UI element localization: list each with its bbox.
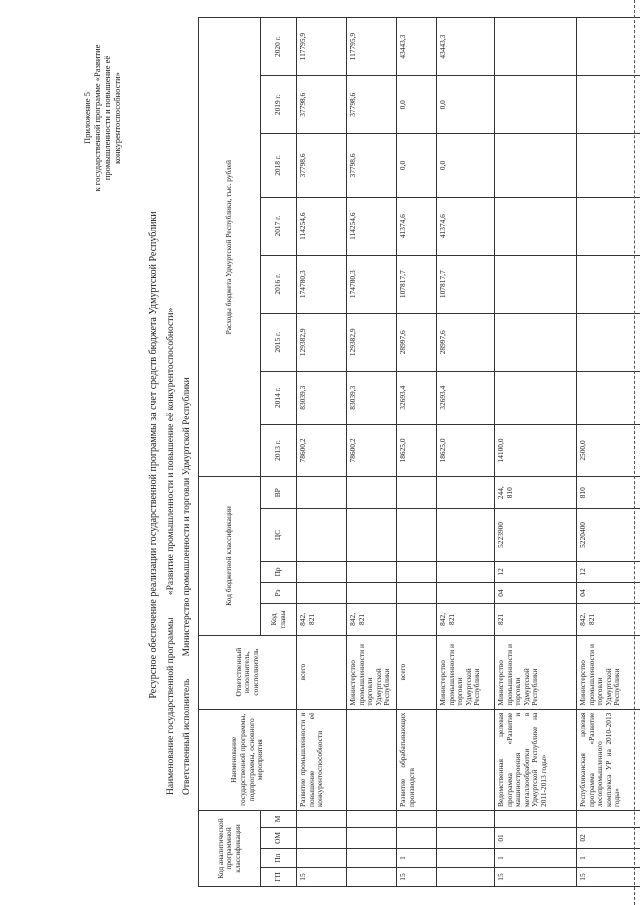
- cell-rz: [297, 582, 347, 603]
- table-row: [397, 18, 437, 887]
- cell-m: [437, 810, 495, 827]
- header-om: ОМ: [261, 827, 297, 848]
- table-row: [297, 18, 347, 887]
- header-year: 2017 г.: [261, 197, 297, 255]
- cell-glava: 821: [495, 604, 577, 636]
- cell-rz: 04: [577, 582, 640, 603]
- cell-cs: [437, 509, 495, 562]
- header-year: 2013 г.: [261, 424, 297, 477]
- cell-cs: [297, 509, 347, 562]
- cell-value: 32693,4: [397, 371, 437, 424]
- header-name: Наименование государственной программы, подпрограммы, основного мероприятия: [199, 709, 297, 810]
- cell-value: [577, 18, 640, 76]
- cell-pp: [347, 849, 397, 868]
- executor-label: Ответственный исполнитель: [182, 678, 192, 795]
- cell-value: 28997,6: [397, 313, 437, 371]
- cell-rz: [397, 582, 437, 603]
- cell-value: 37798,6: [347, 134, 397, 197]
- cell-value: 18625,0: [397, 424, 437, 477]
- cell-value: 43443,3: [397, 18, 437, 76]
- cell-glava: 842, 821: [437, 604, 495, 636]
- cell-rz: 04: [495, 582, 577, 603]
- cell-value: 107817,7: [437, 255, 495, 313]
- table-row: [347, 18, 397, 887]
- cell-resp: Министерство промышленности и торговли Удмуртской Республики: [495, 635, 577, 709]
- header-year: 2019 г.: [261, 76, 297, 134]
- cell-resp: всего: [297, 635, 347, 709]
- cell-m: [495, 810, 577, 827]
- cell-vr: [397, 477, 437, 509]
- cell-value: 83039,3: [347, 371, 397, 424]
- cell-name: Развитие обрабатывающих производств: [397, 709, 437, 810]
- cell-om: 01: [495, 827, 577, 848]
- table-row: [577, 18, 640, 887]
- header-vr: ВР: [261, 477, 297, 509]
- cell-gp: [437, 868, 495, 887]
- cell-value: [495, 255, 577, 313]
- cell-pp: [437, 849, 495, 868]
- header-year: 2014 г.: [261, 371, 297, 424]
- cell-pr: [397, 561, 437, 582]
- cell-value: 117795,9: [297, 18, 347, 76]
- cell-om: [397, 827, 437, 848]
- table-row: [495, 18, 577, 887]
- cell-glava: [397, 604, 437, 636]
- header-budget-group: Код бюджетной классификации: [199, 477, 261, 635]
- cell-value: 129382,9: [347, 313, 397, 371]
- cell-value: 114254,6: [347, 197, 397, 255]
- header-pr: Пр: [261, 561, 297, 582]
- cell-gp: [347, 868, 397, 887]
- executor-line: [182, 377, 192, 795]
- header-year: 2016 г.: [261, 255, 297, 313]
- cell-value: 37798,6: [347, 76, 397, 134]
- cell-gp: 15: [577, 868, 640, 887]
- cell-value: 78600,2: [347, 424, 397, 477]
- cell-value: 18625,0: [437, 424, 495, 477]
- cell-m: [297, 810, 347, 827]
- cell-value: [495, 371, 577, 424]
- cell-value: 174780,3: [297, 255, 347, 313]
- cell-value: 78600,2: [297, 424, 347, 477]
- header-cs: ЦС: [261, 509, 297, 562]
- cell-value: [577, 134, 640, 197]
- cell-value: [577, 76, 640, 134]
- page-edge-line: [634, 0, 635, 905]
- cell-value: 41374,6: [437, 197, 495, 255]
- cell-name: Ведомственная целевая программа «Развитие машиностроения и металлообработки в Удмуртской Республике на 2011-2013 годы»: [495, 709, 577, 810]
- cell-value: 83039,3: [297, 371, 347, 424]
- cell-name: [437, 709, 495, 810]
- cell-m: [347, 810, 397, 827]
- executor-name: Министерство промышленности и торговли Удмуртской Республики: [182, 377, 192, 657]
- header-m: М: [261, 810, 297, 827]
- header-year: 2018 г.: [261, 134, 297, 197]
- cell-value: 117795,9: [347, 18, 397, 76]
- appendix-line: промышленности и повышение её: [102, 55, 112, 181]
- cell-om: [297, 827, 347, 848]
- appendix-note: [82, 43, 122, 193]
- cell-value: [495, 18, 577, 76]
- cell-gp: 15: [495, 868, 577, 887]
- cell-value: [495, 76, 577, 134]
- cell-pr: [347, 561, 397, 582]
- cell-pr: [437, 561, 495, 582]
- cell-value: 114254,6: [297, 197, 347, 255]
- cell-cs: 5220400: [577, 509, 640, 562]
- cell-pp: 1: [495, 849, 577, 868]
- appendix-line: к государственной программе «Развитие: [92, 44, 102, 192]
- cell-om: 02: [577, 827, 640, 848]
- cell-value: 28997,6: [437, 313, 495, 371]
- cell-vr: [297, 477, 347, 509]
- cell-value: [577, 197, 640, 255]
- cell-value: 174780,3: [347, 255, 397, 313]
- header-year: 2020 г.: [261, 18, 297, 76]
- cell-glava: 842, 821: [577, 604, 640, 636]
- cell-vr: 810: [577, 477, 640, 509]
- cell-rz: [347, 582, 397, 603]
- cell-value: [495, 197, 577, 255]
- cell-value: [577, 313, 640, 371]
- cell-glava: 842, 821: [297, 604, 347, 636]
- cell-value: 0,0: [437, 76, 495, 134]
- cell-value: 107817,7: [397, 255, 437, 313]
- cell-pp: 1: [577, 849, 640, 868]
- program-label: Наименование государственной программы: [166, 617, 176, 795]
- header-gp: ГП: [261, 868, 297, 887]
- cell-value: 37798,6: [297, 134, 347, 197]
- cell-value: 2500,0: [577, 424, 640, 477]
- cell-value: 43443,3: [437, 18, 495, 76]
- cell-gp: 15: [297, 868, 347, 887]
- appendix-line: Приложение 5: [82, 92, 92, 144]
- cell-resp: Министерство промышленности и торговли Удмуртской Республики: [437, 635, 495, 709]
- cell-resp: всего: [397, 635, 437, 709]
- cell-value: [577, 371, 640, 424]
- cell-om: [347, 827, 397, 848]
- cell-value: [495, 134, 577, 197]
- header-responsible: Ответственный исполнитель, соисполнитель: [199, 635, 297, 709]
- resource-table: [198, 17, 640, 887]
- cell-pr: 12: [495, 561, 577, 582]
- cell-pr: [297, 561, 347, 582]
- cell-value: 32693,4: [437, 371, 495, 424]
- cell-vr: [437, 477, 495, 509]
- header-rz: Рз: [261, 582, 297, 603]
- cell-rz: [437, 582, 495, 603]
- header-kod-glavy: Код главы: [261, 604, 297, 636]
- cell-pr: 12: [577, 561, 640, 582]
- cell-gp: 15: [397, 868, 437, 887]
- appendix-line: конкурентоспособности»: [112, 72, 122, 164]
- cell-value: 129382,9: [297, 313, 347, 371]
- cell-value: 0,0: [437, 134, 495, 197]
- cell-vr: 244, 810: [495, 477, 577, 509]
- program-line: [166, 308, 176, 795]
- table-body: [297, 18, 640, 887]
- table-row: [437, 18, 495, 887]
- cell-name: Развитие промышленности и повышение её конкурентоспособности: [297, 709, 347, 810]
- cell-cs: [347, 509, 397, 562]
- cell-cs: [397, 509, 437, 562]
- cell-value: 37798,6: [297, 76, 347, 134]
- cell-value: [495, 313, 577, 371]
- cell-value: 14100,0: [495, 424, 577, 477]
- cell-value: 41374,6: [397, 197, 437, 255]
- cell-glava: 842, 821: [347, 604, 397, 636]
- cell-value: 0,0: [397, 134, 437, 197]
- document-title: Ресурсное обеспечение реализации государственной программы за счет средств бюджета Удмуртской Республики: [148, 211, 159, 699]
- cell-name: Республиканская целевая программа «Развитие лесопромышленного комплекса УР на 2010-2013 годы»: [577, 709, 640, 810]
- cell-om: [437, 827, 495, 848]
- cell-name: [347, 709, 397, 810]
- cell-value: 0,0: [397, 76, 437, 134]
- cell-pp: 1: [397, 849, 437, 868]
- program-name: «Развитие промышленности и повышение её конкурентоспособности»: [166, 307, 176, 596]
- header-pp: Пп: [261, 849, 297, 868]
- cell-vr: [347, 477, 397, 509]
- cell-resp: Министерство промышленности и торговли Удмуртской Республики: [577, 635, 640, 709]
- cell-m: [577, 810, 640, 827]
- cell-m: [397, 810, 437, 827]
- header-code-group: Код аналитической программной классификации: [199, 810, 261, 886]
- header-expenses-group: Расходы бюджета Удмуртской Республики, тыс. рублей: [199, 18, 261, 477]
- cell-pp: [297, 849, 347, 868]
- header-year: 2015 г.: [261, 313, 297, 371]
- cell-value: [577, 255, 640, 313]
- cell-cs: 5223900: [495, 509, 577, 562]
- cell-resp: Министерство промышленности и торговли Удмуртской Республики: [347, 635, 397, 709]
